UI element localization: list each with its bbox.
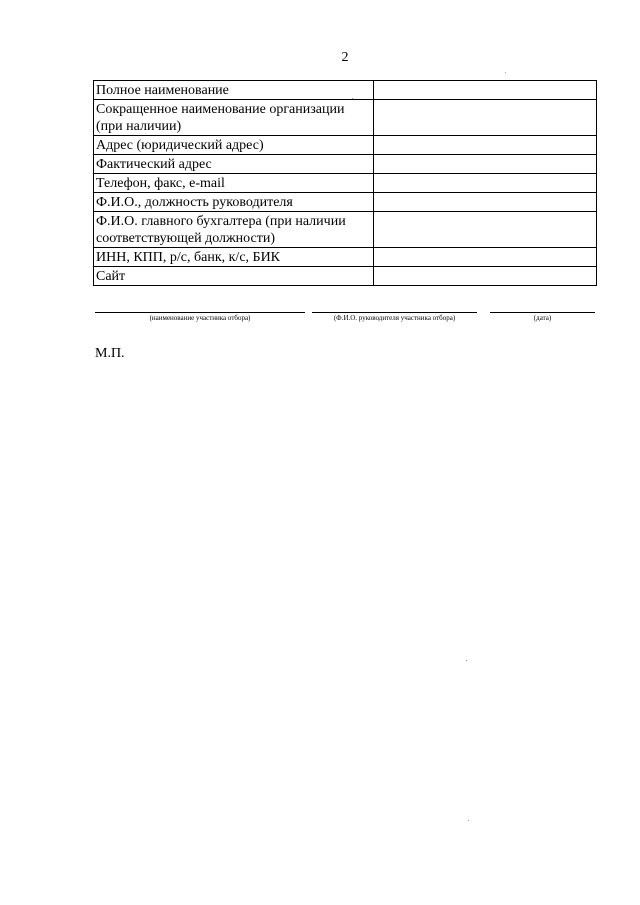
page-number: 2 <box>341 50 349 65</box>
row-label: Полное наименование <box>94 81 374 100</box>
participant-name-caption: (наименование участника отбора) <box>149 314 251 322</box>
participant-name-line <box>95 312 305 323</box>
table-row <box>94 100 597 136</box>
table-row <box>94 81 597 100</box>
row-label: Ф.И.О., должность руководителя <box>94 193 374 212</box>
row-value <box>374 155 597 174</box>
table-row <box>94 267 597 286</box>
row-value <box>374 212 597 248</box>
row-value <box>374 100 597 136</box>
table-row <box>94 174 597 193</box>
head-name-line <box>312 312 477 323</box>
row-value <box>374 267 597 286</box>
head-name-caption: (Ф.И.О. руководителя участника отбора) <box>333 314 456 322</box>
scan-speck <box>505 72 506 73</box>
row-value <box>374 248 597 267</box>
date-line <box>490 312 595 323</box>
row-label: Сайт <box>94 267 374 286</box>
row-label: Сокращенное наименование организации (при наличии) <box>94 100 374 136</box>
row-label: ИНН, КПП, р/с, банк, к/с, БИК <box>94 248 374 267</box>
signature-block <box>95 312 595 326</box>
scan-speck <box>468 820 469 821</box>
table-row <box>94 212 597 248</box>
row-label: Ф.И.О. главного бухгалтера (при наличии соответствующей должности) <box>94 212 374 248</box>
table-row <box>94 155 597 174</box>
scan-speck <box>352 98 353 99</box>
row-value <box>374 81 597 100</box>
row-value <box>374 174 597 193</box>
stamp-label: М.П. <box>95 346 125 361</box>
organization-info-table <box>93 80 597 286</box>
row-value <box>374 136 597 155</box>
row-label: Телефон, факс, e-mail <box>94 174 374 193</box>
table-row <box>94 248 597 267</box>
table-row <box>94 193 597 212</box>
scan-speck <box>466 660 467 661</box>
date-caption: (дата) <box>533 314 552 322</box>
row-label: Адрес (юридический адрес) <box>94 136 374 155</box>
row-label: Фактический адрес <box>94 155 374 174</box>
row-value <box>374 193 597 212</box>
table-row <box>94 136 597 155</box>
